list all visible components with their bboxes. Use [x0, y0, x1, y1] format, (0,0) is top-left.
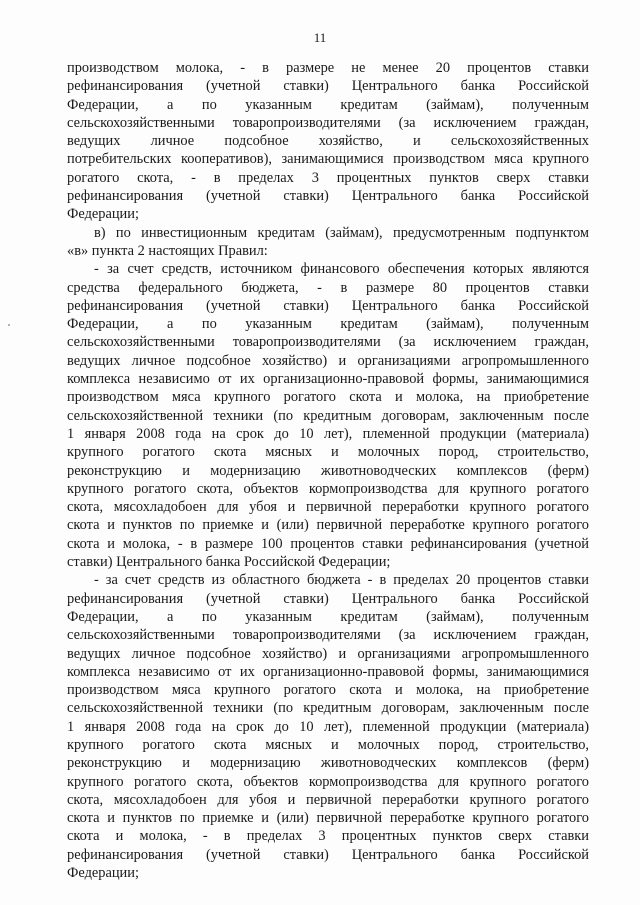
text-line: Федерации, а по указанным кредитам (займам), полученным	[67, 316, 589, 333]
text-line: крупного рогатого скота мясных и молочных пород, строительство,	[67, 736, 589, 753]
text-line: сельскохозяйственными товаропроизводителями (за исключением граждан,	[67, 114, 589, 131]
text-line: «в» пункта 2 настоящих Правил:	[67, 242, 268, 259]
text-line: ставки) Центрального банка Российской Федерации;	[67, 554, 391, 571]
text-line: Федерации;	[67, 206, 139, 223]
text-line: сельскохозяйственными товаропроизводителями (за исключением граждан,	[67, 334, 589, 351]
text-line: скота и пунктов по приемке и (или) первичной переработке крупного рогатого	[67, 810, 589, 827]
text-line: скота, мясохладобоен для убоя и первичной переработки крупного рогатого	[67, 791, 589, 808]
document-body	[67, 59, 589, 882]
text-line: производством молока, - в размере не менее 20 процентов ставки	[67, 60, 589, 76]
text-line: Федерации;	[67, 865, 139, 882]
text-line: ведущих личное подсобное хозяйство) и организациями агропромышленного	[67, 645, 589, 662]
text-line: производством мяса крупного рогатого скота и молока, на приобретение	[67, 389, 589, 406]
text-line: ведущих личное подсобное хозяйство) и организациями агропромышленного	[67, 352, 589, 369]
text-line: - за счет средств из областного бюджета - в пределах 20 процентов ставки	[94, 572, 589, 589]
page-number: 11	[313, 30, 327, 45]
text-line: сельскохозяйственной техники (по кредитным договорам, заключенным после	[67, 700, 589, 717]
scan-speck	[8, 324, 10, 326]
text-line: рефинансирования (учетной ставки) Центрального банка Российской	[67, 846, 589, 863]
text-line: скота, мясохладобоен для убоя и первичной переработки крупного рогатого	[67, 499, 589, 516]
text-line: рефинансирования (учетной ставки) Центрального банка Российской	[67, 188, 589, 205]
text-line: комплекса независимо от их организационно-правовой формы, занимающимися	[67, 371, 589, 388]
text-line: реконструкцию и модернизацию животноводческих комплексов (ферм)	[67, 462, 589, 479]
text-line: рефинансирования (учетной ставки) Центрального банка Российской	[67, 297, 589, 314]
text-line: производством мяса крупного рогатого скота и молока, на приобретение	[67, 682, 589, 699]
text-line: 1 января 2008 года на срок до 10 лет), племенной продукции (материала)	[67, 425, 589, 442]
text-line: в) по инвестиционным кредитам (займам), предусмотренным подпунктом	[94, 224, 589, 241]
text-line: скота и молока, - в размере 100 процентов ставки рефинансирования (учетной	[67, 535, 589, 552]
text-line: ведущих личное подсобное хозяйство, и сельскохозяйственных	[67, 133, 589, 150]
text-line: крупного рогатого скота, объектов кормопроизводства для крупного рогатого	[67, 480, 589, 497]
text-line: сельскохозяйственной техники (по кредитным договорам, заключенным после	[67, 407, 589, 424]
text-line: рефинансирования (учетной ставки) Центрального банка Российской	[67, 590, 589, 607]
text-line: крупного рогатого скота мясных и молочных пород, строительство,	[67, 444, 589, 461]
text-line: средства федерального бюджета, - в размере 80 процентов ставки	[67, 279, 589, 296]
text-line: Федерации, а по указанным кредитам (займам), полученным	[67, 96, 589, 113]
text-line: потребительских кооперативов), занимающимися производством мяса крупного	[67, 151, 589, 168]
text-line: сельскохозяйственными товаропроизводителями (за исключением граждан,	[67, 627, 589, 644]
text-line: реконструкцию и модернизацию животноводческих комплексов (ферм)	[67, 755, 589, 772]
text-line: скота и молока, - в пределах 3 процентных пунктов сверх ставки	[67, 828, 589, 845]
text-line: крупного рогатого скота, объектов кормопроизводства для крупного рогатого	[67, 773, 589, 790]
text-line: комплекса независимо от их организационно-правовой формы, занимающимися	[67, 663, 589, 680]
text-line: рефинансирования (учетной ставки) Центрального банка Российской	[67, 78, 589, 95]
text-line: скота и пунктов по приемке и (или) первичной переработке крупного рогатого	[67, 517, 589, 534]
text-line: 1 января 2008 года на срок до 10 лет), племенной продукции (материала)	[67, 718, 589, 735]
text-line: - за счет средств, источником финансового обеспечения которых являются	[94, 261, 589, 278]
text-line: Федерации, а по указанным кредитам (займам), полученным	[67, 608, 589, 625]
text-line: рогатого скота, - в пределах 3 процентных пунктов сверх ставки	[67, 169, 589, 186]
